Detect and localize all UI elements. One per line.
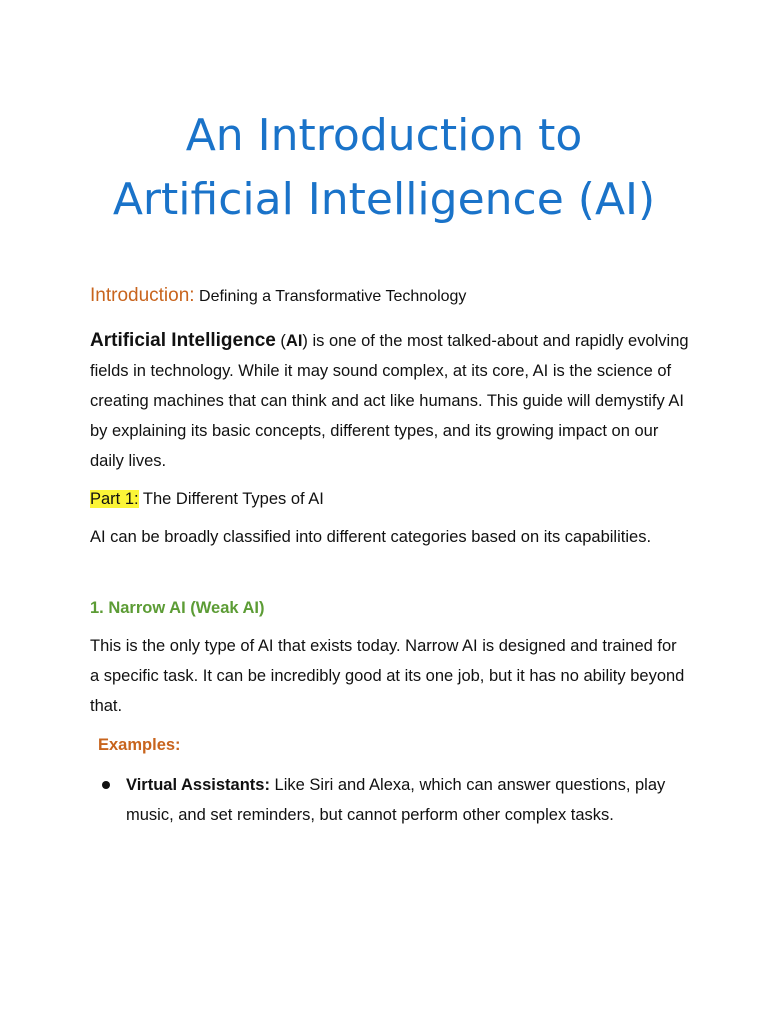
bullet-icon [102,781,110,789]
examples-list [98,770,688,830]
paragraph-narrow-ai: This is the only type of AI that exists today. Narrow AI is designed and trained for a specific task. It can be incredibly good at its one job, but it has no ability beyond that. [90,637,685,715]
introduction-text: Defining a Transformative Technology [194,288,467,305]
paragraph-ai-abbrev: AI [285,332,303,350]
part-1-heading [90,485,324,513]
introduction-line [90,284,730,309]
title-line-1: An Introduction to [185,110,583,161]
title-line-2: Artificial Intelligence (AI) [112,174,656,225]
paragraph-body: ) is one of the most talked-about and rapidly evolving fields in technology. While it may sound complex, at its core, AI is the science of creating machines that can think and act like humans. This guide will demystify AI by explaining its basic concepts, different types, and its growing impact on our daily lives. [90,332,689,470]
list-item [98,770,688,830]
part-1-text: The Different Types of AI [138,490,324,508]
examples-label: Examples: [98,736,181,754]
paragraph-ai-definition [90,326,690,476]
example-text: Like Siri and Alexa, which can answer questions, play music, and set reminders, but cannot perform other complex tasks. [126,776,666,824]
paragraph-open-paren: ( [275,332,286,350]
introduction-label: Introduction: [90,285,195,306]
section-narrow-ai-heading: 1. Narrow AI (Weak AI) [90,599,265,617]
paragraph-lead-term: Artificial Intelligence [90,330,276,351]
paragraph-classification: AI can be broadly classified into different categories based on its capabilities. [90,528,652,546]
part-1-label: Part 1: [90,490,139,508]
document-title [40,104,728,232]
example-term: Virtual Assistants: [126,776,270,794]
